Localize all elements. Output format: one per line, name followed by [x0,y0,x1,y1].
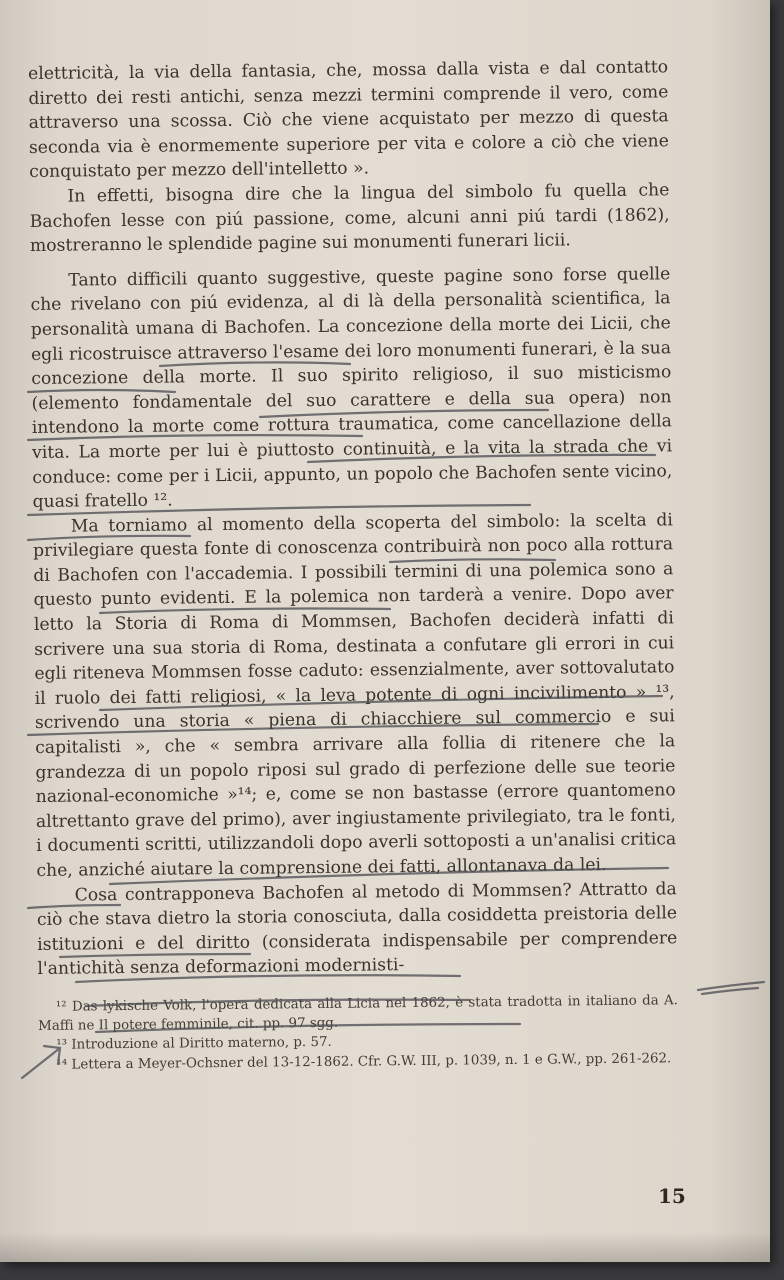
paragraph-3: Tanto difficili quanto suggestive, queste pagine sono forse quelle che rivelano con piú evidenza, al di là della personalità scientifica, la personalità umana di Bachofen. La concezione della morte dei Licii, che egli ricostruisce attraverso l'esame dei loro monumenti funerari, è la sua concezione della morte. Il suo spirito religioso, il suo misticismo (elemento fondamentale del suo carattere e della sua opera) non intendono la morte come rottura traumatica, come cancellazione della vita. La morte per lui è piuttosto continuità, e la vita la strada che vi conduce: come per i Licii, appunto, un popolo che Bachofen sente vicino, quasi fratello ¹². [30,264,673,513]
footnote-14: ¹⁴ Lettera a Meyer-Ochsner del 13-12-1862. Cfr. G.W. III, p. 1039, n. 1 e G.W., pp. 261-262. [56,1050,672,1073]
paragraph-4: Ma torniamo al momento della scoperta del simbolo: la scelta di privilegiare questa fonte di conoscenza contribuirà non poco alla rottura di Bachofen con l'accademia. I possibili termini di una polemica sono a questo punto evidenti. E la polemica non tarderà a venire. Dopo aver letto la Storia di Roma di Mommsen, Bachofen deciderà infatti di scrivere una sua storia di Roma, destinata a confutare gli errori in cui egli riteneva Mommsen fosse caduto: essenzialmente, aver sottovalutato il ruolo dei fatti religiosi, « la leva potente di ogni incivilimento » ¹³, scrivendo una storia « piena di chiacchiere sul commercio e sui capitalisti », che « sembra arrivare alla follia di ritenere che la grandezza di un popolo riposi sul grado di perfezione delle sue teorie nazional-economiche »¹⁴; e, come se non bastasse (errore quantomeno altrettanto grave del primo), aver ingiustamente privilegiato, tra le fonti, i documenti scritti, utilizzandoli dopo averli sottoposti a un'analisi critica che, anziché aiutare la comprensione dei fatti, allontanava da lei. [33,509,677,881]
paragraph-5: Cosa contrapponeva Bachofen al metodo di Mommsen? Attratto da ciò che stava dietro la storia conosciuta, dalla cosiddetta preistoria delle istituzioni e del diritto (considerata indispensabile per comprendere l'antichità senza deformazioni modernisti- [36,878,678,980]
page-number: 15 [658,1184,686,1208]
page-text [28,55,679,1074]
paragraph-2: In effetti, bisogna dire che la lingua del simbolo fu quella che Bachofen lesse con piú passione, come, alcuni anni piú tardi (1862), mostreranno le splendide pagine sui monumenti funerari licii. [29,180,670,257]
footnotes [38,991,679,1075]
footnote-12: ¹² Das lykische Volk, l'opera dedicata alla Licia nel 1862, è stata tradotta in italiano da A. Maffi ne Il potere femminile, cit. pp. 97 sgg. [38,993,678,1035]
footnote-13: ¹³ Introduzione al Diritto materno, p. 57. [56,1035,332,1054]
paragraph-1: elettricità, la via della fantasia, che, mossa dalla vista e dal contatto diretto dei resti antichi, senza mezzi termini comprende il vero, come attraverso una scossa. Ciò che viene acquistato per mezzo di questa seconda via è enormemente superiore per vita e colore a ciò che viene conquistato per mezzo dell'intelletto ». [28,57,669,183]
